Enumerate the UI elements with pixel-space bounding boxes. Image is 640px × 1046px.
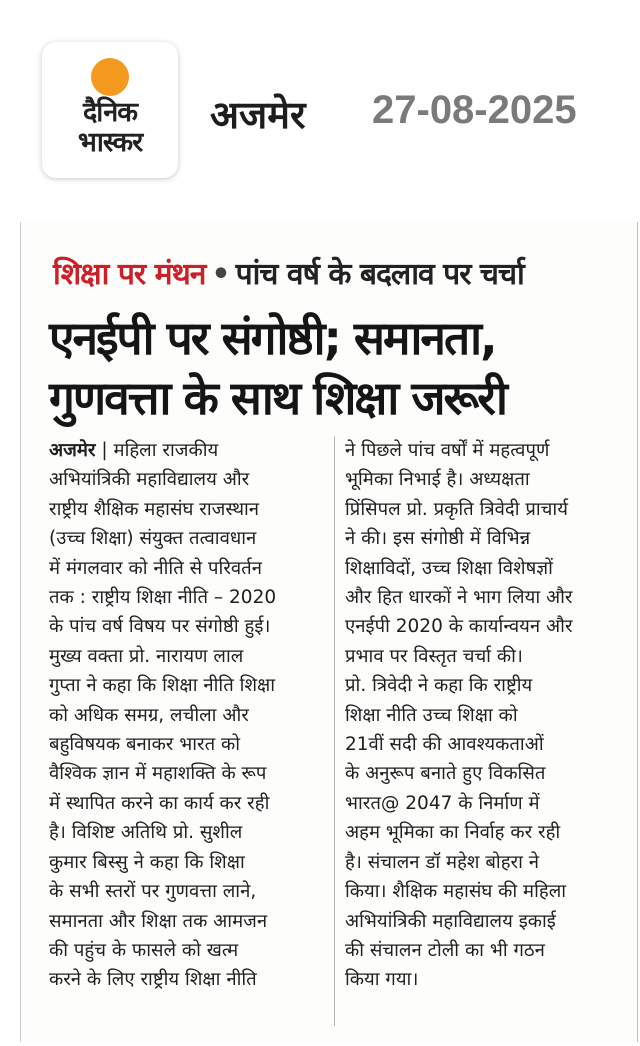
header-bar <box>0 0 640 215</box>
body-line: शिक्षाविदों, उच्च शिक्षा विशेषज्ञों <box>345 557 553 579</box>
body-line: की पहुंच के फासले को खत्म <box>49 939 239 961</box>
body-line: भूमिका निभाई है। अध्यक्षता <box>345 469 530 491</box>
body-line: (उच्च शिक्षा) संयुक्त तत्वावधान <box>49 528 257 550</box>
body-line: है। संचालन डॉ महेश बोहरा ने <box>345 851 540 873</box>
edition-city: अजमेर <box>210 93 306 137</box>
body-line: को अधिक समग्र, लचीला और <box>49 704 249 726</box>
left-column <box>49 436 325 995</box>
body-line: के सभी स्तरों पर गुणवत्ता लाने, <box>49 881 257 903</box>
edition-date: 27-08-2025 <box>372 88 577 132</box>
dainik-bhaskar-logo <box>42 42 178 178</box>
logo-text-line2: भास्कर <box>77 127 143 158</box>
body-line: प्रो. त्रिवेदी ने कहा कि राष्ट्रीय <box>345 675 533 697</box>
body-line: 21वीं सदी की आवश्यकताओं <box>345 734 544 756</box>
body-line: वैश्विक ज्ञान में महाशक्ति के रूप <box>49 763 267 785</box>
headline-line: एनईपी पर संगोष्ठी; समानता, <box>49 311 496 365</box>
body-line: है। विशिष्ट अतिथि प्रो. सुशील <box>49 822 243 844</box>
body-line: में स्थापित करने का कार्य कर रही <box>49 792 270 814</box>
newspaper-clipping <box>20 222 640 1042</box>
body-line: अहम भूमिका का निर्वाह कर रही <box>345 822 561 844</box>
headline <box>49 308 639 428</box>
body-line: बहुविषयक बनाकर भारत को <box>49 734 241 756</box>
kicker-line <box>53 252 524 293</box>
body-line: के पांच वर्ष विषय पर संगोष्ठी हुई। <box>49 616 271 638</box>
body-line: किया। शैक्षिक महासंघ की महिला <box>345 881 567 903</box>
kicker-section: शिक्षा पर मंथन <box>53 257 206 292</box>
body-line: प्रिंसिपल प्रो. प्रकृति त्रिवेदी प्राचार्य <box>345 498 568 520</box>
body-line: किया गया। <box>345 969 419 991</box>
body-line: एनईपी 2020 के कार्यान्वयन और <box>345 616 573 638</box>
body-line: गुप्ता ने कहा कि शिक्षा नीति शिक्षा <box>49 675 276 697</box>
body-line: ने पिछले पांच वर्षों में महत्वपूर्ण <box>345 440 550 461</box>
body-line: कुमार बिस्सु ने कहा कि शिक्षा <box>49 851 245 873</box>
column-divider <box>334 436 335 1026</box>
logo-text-line1: दैनिक <box>82 97 138 128</box>
body-line: और हित धारकों ने भाग लिया और <box>345 587 573 609</box>
body-line: भारत@ 2047 के निर्माण में <box>345 792 540 814</box>
headline-line: गुणवत्ता के साथ शिक्षा जरूरी <box>49 371 506 425</box>
body-line: समानता और शिक्षा तक आमजन <box>49 910 268 932</box>
body-line: की संचालन टोली का भी गठन <box>345 939 545 961</box>
right-column <box>345 436 621 995</box>
body-line: अभियांत्रिकी महाविद्यालय और <box>49 469 250 491</box>
body-line: प्रभाव पर विस्तृत चर्चा की। <box>345 645 523 667</box>
body-line: के अनुरूप बनाते हुए विकसित <box>345 763 546 785</box>
body-line: मुख्य वक्ता प्रो. नारायण लाल <box>49 645 244 667</box>
dateline: अजमेर <box>49 440 96 461</box>
body-line: में मंगलवार को नीति से परिवर्तन <box>49 557 262 579</box>
body-line: ने की। इस संगोष्ठी में विभिन्न <box>345 528 531 550</box>
body-line: अजमेर | महिला राजकीय <box>49 440 219 461</box>
kicker-text: पांच वर्ष के बदलाव पर चर्चा <box>235 257 524 292</box>
body-line: अभियांत्रिकी महाविद्यालय इकाई <box>345 910 556 932</box>
body-line: तक : राष्ट्रीय शिक्षा नीति – 2020 <box>49 587 277 609</box>
kicker-separator: • <box>211 257 230 292</box>
body-line: करने के लिए राष्ट्रीय शिक्षा नीति <box>49 969 257 991</box>
body-line: शिक्षा नीति उच्च शिक्षा को <box>345 704 518 726</box>
body-line: राष्ट्रीय शैक्षिक महासंघ राजस्थान <box>49 498 260 520</box>
sun-icon <box>91 58 129 96</box>
